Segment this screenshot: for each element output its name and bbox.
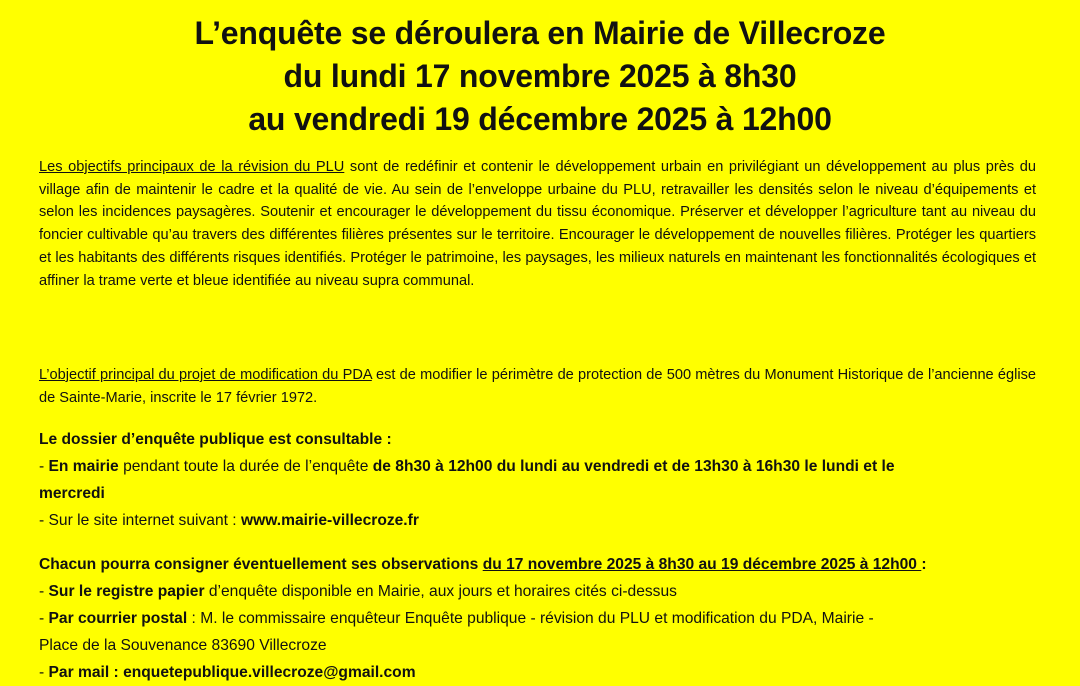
title-line-1: L’enquête se déroulera en Mairie de Villecroze — [194, 15, 886, 51]
bullet-dash: - — [39, 458, 49, 475]
mairie-duration: pendant toute la durée de l’enquête — [118, 458, 373, 475]
mail-line — [39, 659, 1039, 686]
registre-line — [39, 578, 1039, 605]
notice-title — [0, 12, 1080, 141]
plu-objectives-paragraph — [39, 156, 1036, 292]
mairie-hours-cont: mercredi — [39, 485, 105, 502]
pda-objective-lead: L’objectif principal du projet de modification du PDA — [39, 367, 372, 383]
site-label: - Sur le site internet suivant : — [39, 512, 241, 529]
pda-objective-text: est de modifier le périmètre de protection de 500 mètres du Monument Historique de l’ancienne église de Sainte-Marie, inscrite le 17 février 1972. — [39, 367, 1036, 406]
dossier-site-line — [39, 507, 1039, 534]
mairie-label: En mairie — [48, 458, 119, 475]
plu-objectives-lead: Les objectifs principaux de la révision du PLU — [39, 159, 345, 175]
title-line-3: au vendredi 19 décembre 2025 à 12h00 — [248, 101, 832, 137]
dossier-mairie-line — [39, 453, 1039, 480]
courrier-label: Par courrier postal — [48, 610, 188, 627]
courrier-line — [39, 605, 1039, 632]
dossier-heading: Le dossier d’enquête publique est consultable : — [39, 431, 392, 448]
bullet-dash: - — [39, 610, 49, 627]
mairie-hours: de 8h30 à 12h00 du lundi au vendredi et de 13h30 à 16h30 le lundi et le — [372, 458, 895, 475]
courrier-address: Place de la Souvenance 83690 Villecroze — [39, 637, 327, 654]
courrier-text: : M. le commissaire enquêteur Enquête publique - révision du PLU et modification du PDA, Mairie - — [187, 610, 874, 627]
bullet-dash: - — [39, 664, 49, 681]
observations-heading-start: Chacun pourra consigner éventuellement ses observations — [39, 556, 483, 573]
observations-heading-end: : — [921, 556, 927, 573]
bullet-dash: - — [39, 583, 49, 600]
observations-dates: du 17 novembre 2025 à 8h30 au 19 décembre 2025 à 12h00 — [482, 556, 922, 573]
plu-objectives-text: sont de redéfinir et contenir le développement urbain en privilégiant un développement au plus près du village afin de maintenir le cadre et la qualité de vie. Au sein de l’enveloppe urbaine du PLU, retravailler les densités selon le niveau d’équipements et selon les incidences paysagères. Soutenir et encourager le développement du tissu économique. Préserver et développer l’agriculture tant au niveau du foncier cultivable qu’au travers des différentes filières présentes sur le territoire. Encourager le développement de nouvelles filières. Protéger les quartiers et les habitants des différents risques identifiés. Protéger le patrimoine, les paysages, les milieux naturels en maintenant les fonctionnalités écologiques et affiner la trame verte et bleue identifiée au niveau supra communal. — [39, 159, 1036, 289]
observations-heading — [39, 551, 1039, 578]
registre-label: Sur le registre papier — [48, 583, 205, 600]
registre-text: d’enquête disponible en Mairie, aux jours et horaires cités ci-dessus — [204, 583, 677, 600]
site-url-link[interactable]: www.mairie-villecroze.fr — [240, 512, 419, 529]
mail-label[interactable]: Par mail : enquetepublique.villecroze@gmail.com — [48, 664, 416, 681]
title-line-2: du lundi 17 novembre 2025 à 8h30 — [283, 58, 797, 94]
pda-objective-paragraph — [39, 364, 1036, 409]
dossier-section — [39, 426, 1039, 534]
observations-section — [39, 551, 1039, 686]
